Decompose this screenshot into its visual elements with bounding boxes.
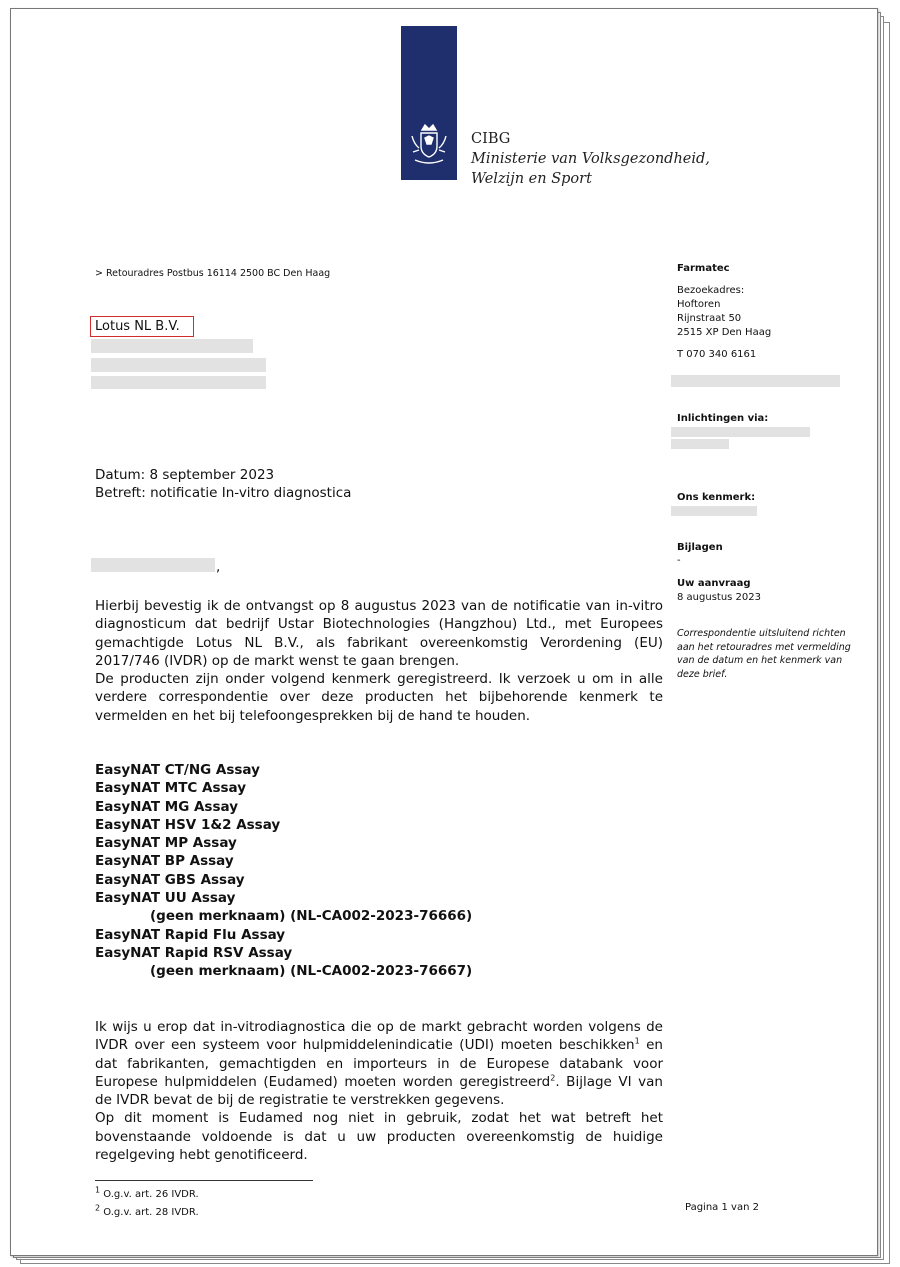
page-number: Pagina 1 van 2 [685,1202,759,1213]
redaction [671,439,729,449]
footnote-text: O.g.v. art. 26 IVDR. [103,1189,199,1200]
redaction [91,376,266,389]
sidebar-visit-label: Bezoekadres: [677,285,745,296]
product-item: EasyNAT Rapid RSV Assay [95,944,293,961]
redaction [91,339,253,353]
paragraph-2: De producten zijn onder volgend kenmerk geregistreerd. Ik verzoek u om in alle verdere correspondentie over deze producten het bijbehorende kenmerk te vermelden en het bij telefoongesprekken bij de hand te houden. [95,671,663,724]
sidebar-visit-line: Hoftoren [677,299,721,310]
sidebar-reference-label: Ons kenmerk: [677,492,756,503]
sidebar-visit-line: 2515 XP Den Haag [677,327,772,338]
footnote-2 [95,1203,199,1218]
paragraph-3-text-3: . Bijlage VI van de IVDR bevat de bij de registratie te verstrekken gegevens. [95,1073,663,1109]
paragraph-3-text-1: Ik wijs u erop dat in-vitrodiagnostica die op de markt gebracht worden volgens de IVDR over een systeem voor hulpmiddelenindicatie (UDI) moeten beschikken [95,1019,663,1054]
product-list [95,761,472,981]
registration-reference: (geen merknaam) (NL-CA002-2023-76667) [150,963,473,980]
recipient-company: Lotus NL B.V. [95,319,180,334]
org-name: CIBG [471,131,511,147]
product-item: EasyNAT GBS Assay [95,871,245,888]
sidebar-visit-line: Rijnstraat 50 [677,313,742,324]
footnote-ref-2: 2 [550,1073,556,1083]
return-address: > Retouradres Postbus 16114 2500 BC Den Haag [95,268,331,279]
footnote-number: 1 [95,1185,101,1195]
ministry-line-2: Welzijn en Sport [471,171,592,187]
product-item: EasyNAT BP Assay [95,853,234,870]
product-item: EasyNAT Rapid Flu Assay [95,926,286,943]
sidebar-info-label: Inlichtingen via: [677,413,769,424]
date-line: Datum: 8 september 2023 [95,467,275,483]
product-item: EasyNAT MTC Assay [95,780,247,797]
product-item: EasyNAT MG Assay [95,798,239,815]
sidebar-phone: T 070 340 6161 [677,349,757,360]
ministry-line-1: Ministerie van Volksgezondheid, [471,151,710,167]
footnote-text: O.g.v. art. 28 IVDR. [103,1207,199,1218]
salutation-comma: , [216,559,221,575]
royal-crest-icon [409,122,449,166]
footnote-divider [95,1180,313,1181]
paragraph-1: Hierbij bevestig ik de ontvangst op 8 augustus 2023 van de notificatie van in-vitro diagnosticum dat bedrijf Ustar Biotechnologies (Hangzhou) Ltd., met Europees gemachtigde Lotus NL B.V., als fabrikant overeenkomstig Verordening (EU) 2017/746 (IVDR) op de markt wenst te gaan brengen. [95,598,663,669]
sidebar-note: Correspondentie uitsluitend richten aan het retouradres met vermelding van de datum en het kenmerk van deze brief. [677,628,851,680]
subject-line: Betreft: notificatie In-vitro diagnostica [95,485,352,501]
sidebar-department: Farmatec [677,263,730,274]
footnote-number: 2 [95,1203,101,1213]
body-paragraph-3 [95,1018,663,1164]
footnote-ref-1: 1 [634,1036,640,1046]
sidebar-attachments-value: - [677,555,681,566]
sidebar-request-value: 8 augustus 2023 [677,592,761,603]
product-item: EasyNAT MP Assay [95,835,237,852]
paragraph-4: Op dit moment is Eudamed nog niet in gebruik, zodat het wat betreft het bovenstaande voldoende is dat u uw producten overeenkomstig de huidige regelgeving hebt genotificeerd. [95,1110,663,1164]
paragraph-3 [95,1018,663,1109]
sidebar-attachments-label: Bijlagen [677,542,723,553]
product-item: EasyNAT CT/NG Assay [95,762,260,778]
sidebar-request-label: Uw aanvraag [677,578,751,589]
salutation-redaction [91,558,215,572]
footnote-1 [95,1185,199,1200]
redaction [671,375,840,387]
body-paragraph-1 [95,597,663,725]
product-item: EasyNAT UU Assay [95,890,236,907]
redaction [91,358,266,372]
paragraph-3-text-2: en dat fabrikanten, gemachtigden en importeurs in de Europese databank voor Europese hulpmiddelen (Eudamed) moeten worden geregistreerd [95,1037,663,1090]
ministry-name [471,129,710,189]
letter-page [10,8,878,1256]
registration-reference: (geen merknaam) (NL-CA002-2023-76666) [150,908,473,925]
redaction [671,506,757,516]
logo-bar [401,26,457,180]
redaction [671,427,810,437]
product-item: EasyNAT HSV 1&2 Assay [95,816,281,833]
